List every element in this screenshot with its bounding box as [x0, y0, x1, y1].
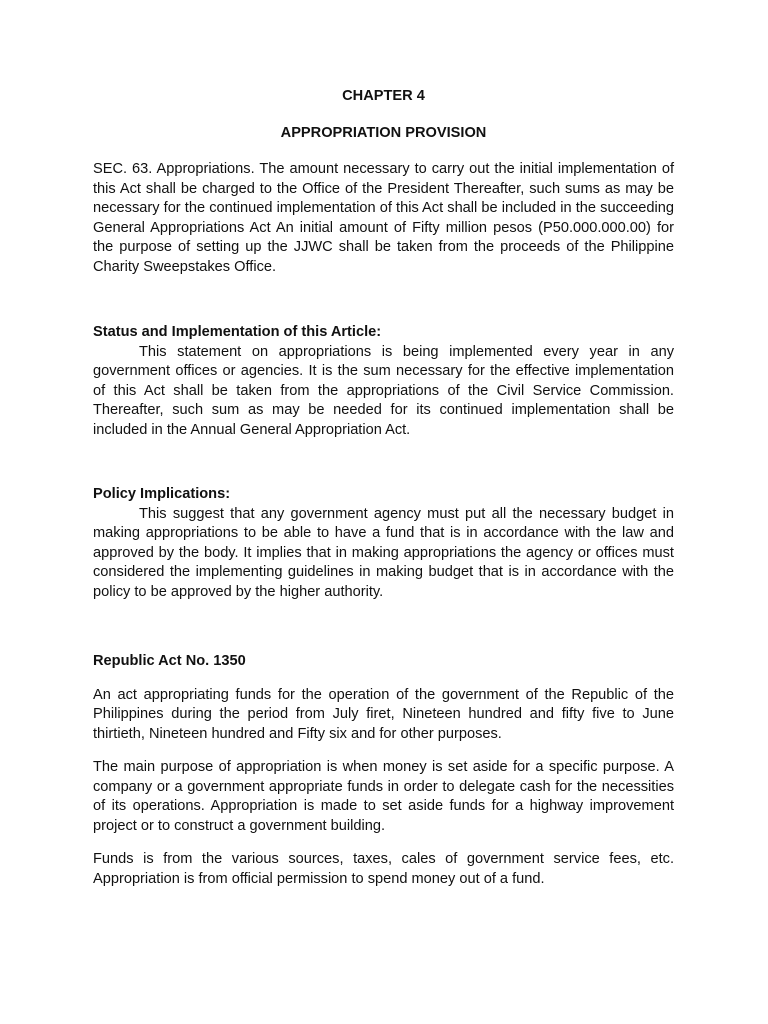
- policy-heading: Policy Implications:: [93, 486, 231, 502]
- section-63-paragraph: SEC. 63. Appropriations. The amount necessary to carry out the initial implementation of this Act shall be charged to the Office of the President Thereafter, such sums as may be necessary for the continued implementation of this Act shall be included in the succeeding General Appropriations Act An initial amount of Fifty million pesos (P50.000.000.00) for the purpose of setting up the JJWC shall be taken from the proceeds of the Philippine Charity Sweepstakes Office.: [93, 161, 674, 275]
- chapter-heading: CHAPTER 4: [342, 88, 425, 104]
- policy-section: [93, 485, 674, 602]
- republic-act-heading: Republic Act No. 1350: [93, 653, 246, 669]
- status-heading: Status and Implementation of this Article:: [93, 324, 382, 340]
- status-section: [93, 323, 674, 440]
- funds-paragraph: Funds is from the various sources, taxes, cales of government service fees, etc. Appropriation is from official permission to spend money out of a fund.: [93, 851, 674, 887]
- status-paragraph: This statement on appropriations is being implemented every year in any government offices or agencies. It is the sum necessary for the effective implementation of this Act shall be taken from the appropriations of the Civil Service Commission. Thereafter, such sum as may be needed for its continued implementation shall be included in the Annual General Appropriation Act.: [93, 343, 674, 438]
- republic-act-paragraph: An act appropriating funds for the operation of the government of the Republic of the Philippines during the period from July firet, Nineteen hundred and fifty five to June thirtieth, Nineteen hundred and Fifty six and for other purposes.: [93, 686, 674, 742]
- republic-act-section: [93, 652, 674, 889]
- document-page: [93, 87, 674, 889]
- purpose-paragraph: The main purpose of appropriation is when money is set aside for a specific purpose. A company or a government appropriate funds in order to delegate cash for the necessities of its operations. Appropriation is made to set aside funds for a highway improvement project or to construct a government building.: [93, 759, 674, 834]
- policy-paragraph: This suggest that any government agency must put all the necessary budget in making appropriations to be able to have a fund that is in accordance with the law and approved by the body. It implies that in making appropriations the agency or offices must considered the implementing guidelines in making budget that is in accordance with the policy to be approved by the higher authority.: [93, 505, 674, 600]
- page-title: APPROPRIATION PROVISION: [280, 124, 487, 141]
